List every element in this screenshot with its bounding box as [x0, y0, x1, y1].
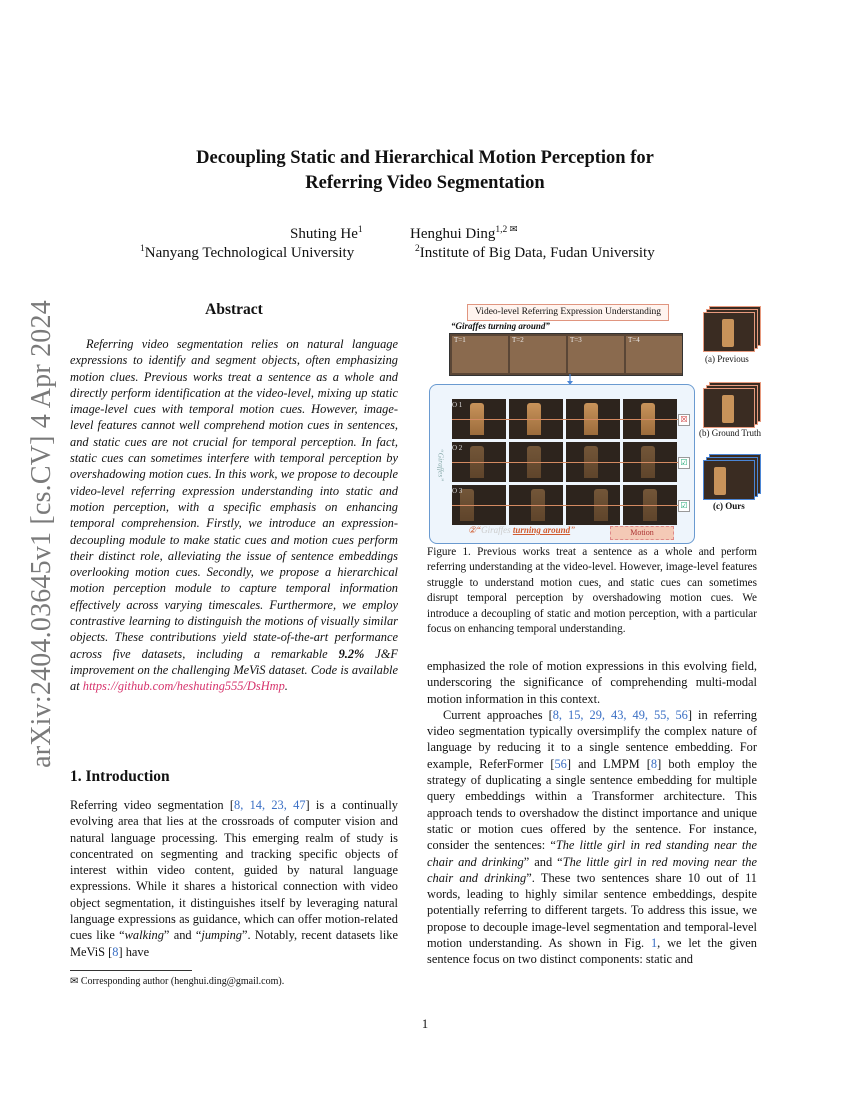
- arxiv-stamp-text: arXiv:2404.03645v1 [cs.CV] 4 Apr 2024: [26, 300, 57, 768]
- figure-1: [427, 302, 772, 542]
- row-label: O 1: [452, 401, 463, 409]
- citation-link[interactable]: 8, 15, 29, 43, 49, 55, 56: [552, 707, 688, 722]
- footnote: ✉ Corresponding author (henghui.ding@gmail.com).: [70, 976, 285, 987]
- video-frame: T=4: [626, 336, 682, 373]
- thumb-label-ground-truth: (b) Ground Truth: [699, 428, 762, 438]
- static-cue-label: “Giraffes”: [436, 448, 446, 482]
- abstract-body: Referring video segmentation relies on natural language expressions to identify and segment objects, often emphasizing motion clues. Previous works treat a sentence as a whole and directly perform identification at the video-level, mixing up static image-level cues with temporal motion cues. However, image-level features cannot well comprehend motion cues in sentences, and static cues are not crucial for temporal perception. In fact, static cues can sometimes interfere with temporal perception by overshadowing motion cues. In this work, we propose to decouple video-level referring expression understanding into static and motion perception, with a specific emphasis on enhancing temporal comprehension. Firstly, we introduce an expression-decoupling module to make static cues and motion cues perform their distinct role, alleviating the issue of sentence embeddings overlooking motion cues. Secondly, we propose a hierarchical motion perception module to capture temporal information effectively across varying timescales. Furthermore, we employ contrastive learning to distinguish the motions of visually similar objects. These contributions yield state-of-the-art performance across five datasets, including a remarkable 9.2% J&F improvement on the challenging MeViS dataset. Code is available at https://github.com/heshuting555/DsHmp.: [70, 337, 398, 694]
- citation-link[interactable]: 8: [650, 756, 658, 771]
- thumb-layer: [703, 460, 755, 500]
- decoupled-expression: [460, 525, 682, 539]
- row-label: O 3: [452, 487, 463, 495]
- citation-link[interactable]: 8, 14, 23, 47: [234, 798, 306, 812]
- figure-ref-link[interactable]: 1: [650, 936, 658, 951]
- thumb-layer: [703, 312, 755, 352]
- thumb-layer: [703, 388, 755, 428]
- thumb-ours: [703, 454, 761, 498]
- abstract-highlight: 9.2%: [338, 646, 365, 661]
- intro-heading: 1. Introduction: [70, 768, 170, 785]
- figure-caption: Figure 1. Previous works treat a sentence as a whole and perform referring understanding at the video-level. However, image-level features struggle to understand motion cues, and static cues can sometimes disrupt temporal perception by overshadowing motion cues. We introduce a decoupling of static and motion perception, with a particular focus on enhancing temporal understanding.: [427, 546, 757, 636]
- right-column: [427, 658, 757, 968]
- motion-line: [452, 462, 686, 463]
- thumb-label-previous: (a) Previous: [705, 354, 749, 364]
- affiliation-2: $^2$Institute of Big Data, Fudan University: [415, 244, 655, 261]
- giraffe-shape: [714, 467, 726, 495]
- figure-query: “Giraffes turning around”: [451, 321, 550, 331]
- figure-banner: Video-level Referring Expression Understanding: [467, 304, 669, 321]
- author-1: Shuting He$^1$: [290, 225, 363, 242]
- abstract-heading: Abstract: [205, 301, 263, 318]
- row-label: O 2: [452, 444, 463, 452]
- motion-line: [452, 419, 686, 420]
- video-frame: T=3: [568, 336, 624, 373]
- thumb-ground-truth: [703, 382, 761, 426]
- giraffe-shape: [722, 319, 734, 347]
- paragraph: Current approaches [8, 15, 29, 43, 49, 55, 56] in referring video segmentation typically oversimplify the complex nature of language by reducing it to a single sentence embedding. For example, ReferFormer [56] and LMPM [8] both employ the strategy of duplicating a single sentence embedding for multiple query embeddings within a Transformer architecture. This approach tends to overshadow the distinct importance and unique static or motion cues offered by the sentence. For instance, consider the sentences: “The little girl in red standing near the chair and drinking” and “The little girl in red moving near the chair and drinking”. These two sentences share 10 out of 11 words, leading to highly similar sentence embeddings, despite potentially referring to different targets. To address this issue, we propose to decouple image-level segmentation and temporal-level motion understanding. As shown in Fig. 1, we let the given sentence focus on two distinct components: static and: [427, 707, 758, 967]
- check-mark-icon: ☑: [678, 500, 690, 512]
- paragraph: emphasized the role of motion expressions in this evolving field, underscoring the significance of comprehending multi-modal motion information in this context.: [427, 659, 757, 706]
- footnote-rule: [70, 970, 192, 971]
- thumb-label-ours: (c) Ours: [713, 501, 745, 511]
- author-2: Henghui Ding$^{1,2 ✉}$: [410, 225, 518, 242]
- giraffe-shape: [722, 395, 734, 423]
- video-frame: T=1: [452, 336, 508, 373]
- citation-link[interactable]: 56: [554, 756, 567, 771]
- check-mark-icon: ☑: [678, 457, 690, 469]
- code-link[interactable]: https://github.com/heshuting555/DsHmp: [82, 679, 285, 694]
- decoupled-panel: [429, 384, 695, 544]
- thumb-previous: [703, 306, 761, 350]
- motion-arrow: Motion: [610, 526, 674, 540]
- affiliation-1: $^1$Nanyang Technological University: [140, 244, 355, 261]
- reject-mark-icon: ☒: [678, 414, 690, 426]
- motion-line: [452, 505, 686, 506]
- citation-link[interactable]: 8: [112, 944, 119, 959]
- expression-text: ②“Giraffes turning around”: [468, 525, 576, 535]
- video-frames-strip: [449, 333, 683, 376]
- video-frame: T=2: [510, 336, 566, 373]
- title-line-1: Decoupling Static and Hierarchical Motion Perception for: [196, 148, 654, 168]
- page-number: 1: [421, 1017, 429, 1031]
- title-line-2: Referring Video Segmentation: [305, 173, 545, 193]
- paper-title: [100, 146, 750, 196]
- intro-paragraph: Referring video segmentation [8, 14, 23, 47] is a continually evolving area that lies at the crossroads of computer vision and natural language processing. This emerging realm of study is concentrated on segmenting and tracking specific objects of interest within video content, guided by natural language expressions. While it shares a historical connection with video object segmentation, it distinguishes itself by leveraging natural language expressions as guidance, which can offer motion-related cues like “walking” and “jumping”. Notably, recent datasets like MeViS [8] have: [70, 798, 398, 959]
